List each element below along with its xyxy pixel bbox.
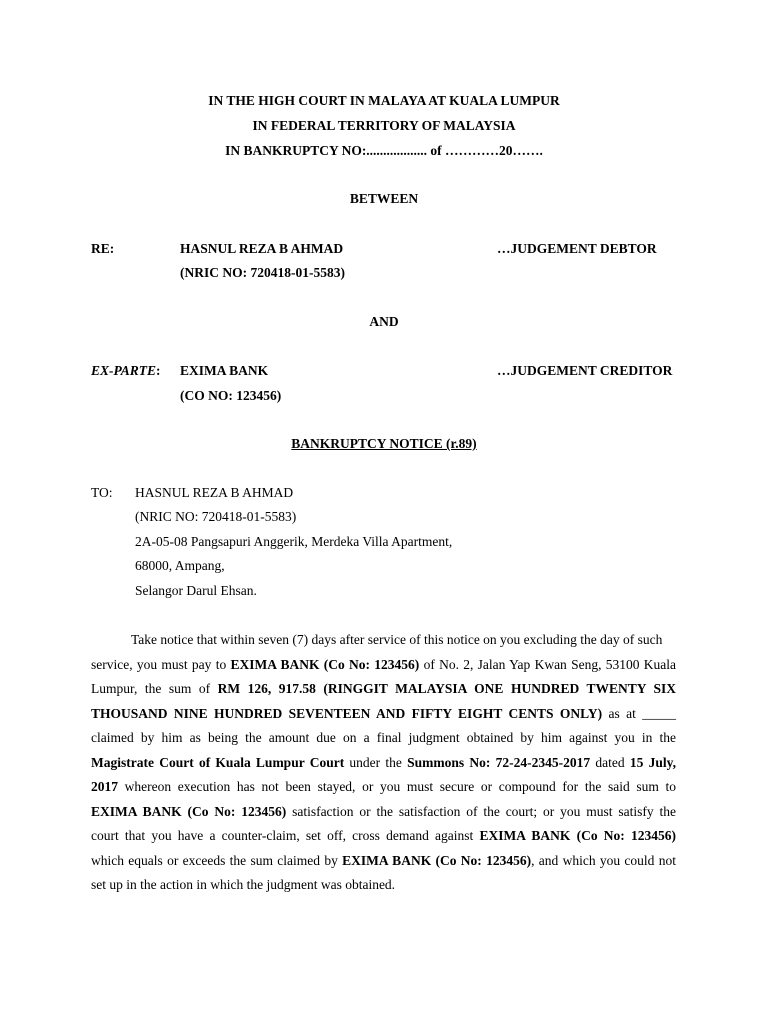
creditor-role: …JUDGEMENT CREDITOR [497, 363, 673, 378]
body-text-line: THOUSAND NINE HUNDRED SEVENTEEN AND FIFTY EIGHT CENTS ONLY) as at _____ [91, 706, 676, 721]
re-label: RE: [91, 241, 115, 256]
bankruptcy-number-line: IN BANKRUPTCY NO:.................. of …………20……. [225, 143, 543, 158]
body-text-line: Lumpur, the sum of RM 126, 917.58 (RINGGIT MALAYSIA ONE HUNDRED TWENTY SIX [91, 681, 676, 696]
to-line: Selangor Darul Ehsan. [135, 583, 257, 598]
body-text-line: court that you have a counter-claim, set off, cross demand against EXIMA BANK (Co No: 123456) [91, 828, 676, 843]
debtor-name: HASNUL REZA B AHMAD [180, 241, 344, 256]
between-heading: BETWEEN [349, 191, 419, 206]
body-text-line: EXIMA BANK (Co No: 123456) satisfaction or the satisfaction of the court; or you must satisfy the [91, 804, 676, 819]
to-line: 2A-05-08 Pangsapuri Anggerik, Merdeka Villa Apartment, [135, 534, 453, 549]
body-text-line: Take notice that within seven (7) days after service of this notice on you excluding the day of such [131, 632, 663, 647]
body-text-line: claimed by him as being the amount due on a final judgment obtained by him against you in the [91, 730, 676, 745]
creditor-co-no: (CO NO: 123456) [180, 388, 282, 403]
debtor-nric: (NRIC NO: 720418-01-5583) [180, 265, 345, 280]
body-text-line: 2017 whereon execution has not been stayed, or you must secure or compound for the said sum to [91, 779, 676, 794]
body-text-line: service, you must pay to EXIMA BANK (Co No: 123456) of No. 2, Jalan Yap Kwan Seng, 53100 Kuala [91, 657, 676, 672]
ex-parte-label: EX-PARTE: [91, 363, 161, 378]
body-text-line: Magistrate Court of Kuala Lumpur Court under the Summons No: 72-24-2345-2017 dated 15 July, [91, 755, 676, 770]
debtor-role: …JUDGEMENT DEBTOR [497, 241, 657, 256]
body-text-line: set up in the action in which the judgment was obtained. [91, 877, 396, 892]
to-line: (NRIC NO: 720418-01-5583) [135, 509, 297, 524]
court-heading-line2: IN FEDERAL TERRITORY OF MALAYSIA [252, 118, 516, 133]
creditor-name: EXIMA BANK [180, 363, 269, 378]
court-heading-line1: IN THE HIGH COURT IN MALAYA AT KUALA LUMPUR [208, 93, 560, 108]
to-line: 68000, Ampang, [135, 558, 225, 573]
body-text-line: which equals or exceeds the sum claimed by EXIMA BANK (Co No: 123456), and which you could not [91, 853, 676, 868]
to-label: TO: [91, 485, 113, 500]
to-line: HASNUL REZA B AHMAD [135, 485, 294, 500]
notice-title: BANKRUPTCY NOTICE (r.89) [291, 436, 477, 451]
and-heading: AND [369, 314, 399, 329]
